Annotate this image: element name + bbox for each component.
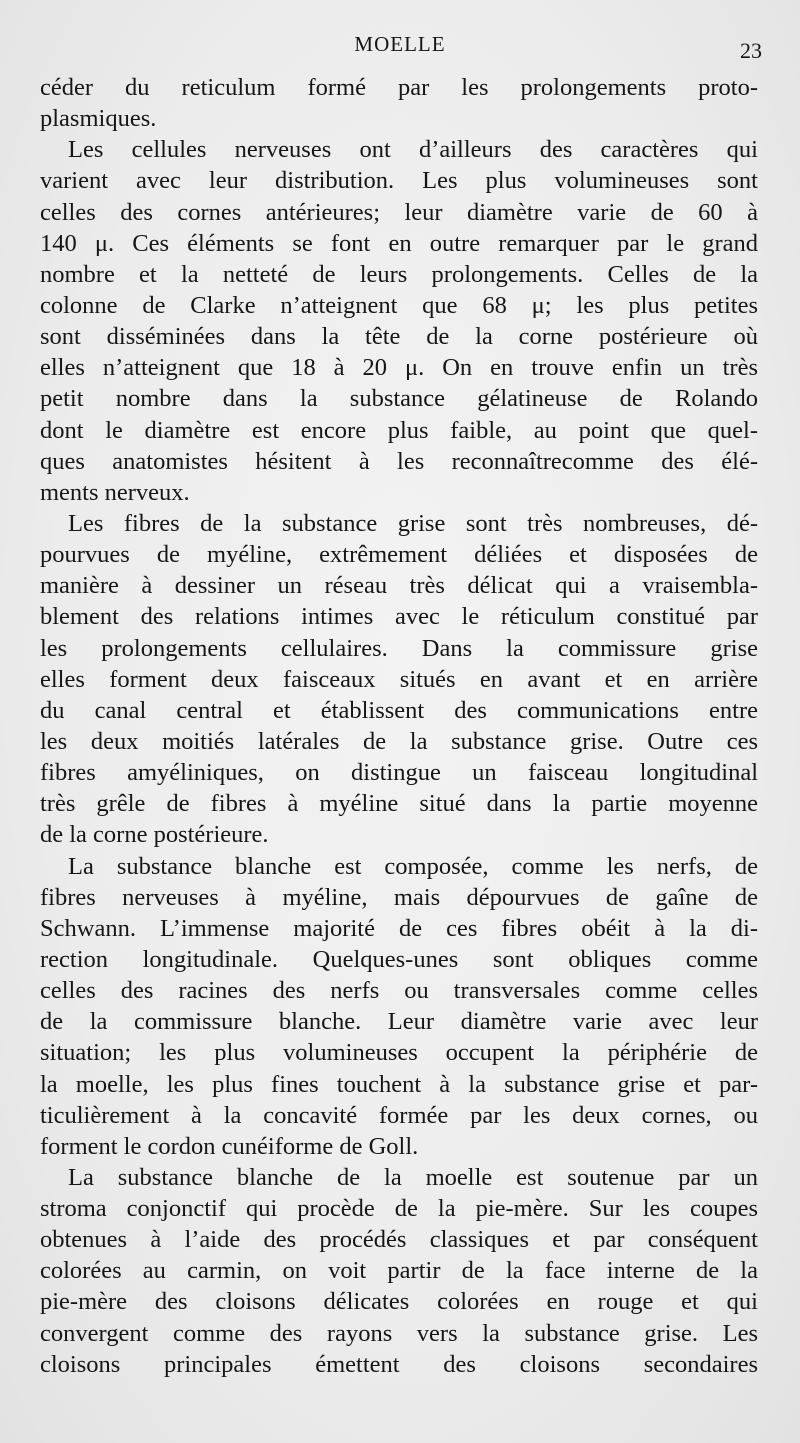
- text-line: obtenues à l’aide des procédés classiques et par conséquent: [40, 1226, 758, 1254]
- text-line: elles n’atteignent que 18 à 20 μ. On en trouve enfin un très: [40, 354, 758, 382]
- text-line: céder du reticulum formé par les prolongements proto-: [40, 74, 758, 101]
- text-line: les deux moitiés latérales de la substance grise. Outre ces: [40, 727, 758, 755]
- text-line: stroma conjonctif qui procède de la pie-mère. Sur les coupes: [40, 1195, 758, 1223]
- text-line: La substance blanche de la moelle est soutenue par un: [68, 1163, 758, 1191]
- text-line: blement des relations intimes avec le réticulum constitué par: [40, 603, 758, 631]
- text-line: pourvues de myéline, extrêmement déliées et disposées de: [40, 541, 758, 569]
- page-number: 23: [740, 38, 762, 63]
- text-line: petit nombre dans la substance gélatineuse de Rolando: [40, 385, 758, 413]
- paragraph: [40, 134, 758, 508]
- text-line: rection longitudinale. Quelques-unes sont obliques comme: [40, 945, 758, 973]
- text-line: situation; les plus volumineuses occupent la périphérie de: [40, 1039, 758, 1067]
- text-line: ments nerveux.: [40, 478, 190, 506]
- text-line: pie-mère des cloisons délicates colorées en rouge et qui: [40, 1288, 758, 1316]
- text-line: les prolongements cellulaires. Dans la commissure grise: [40, 634, 758, 662]
- text-line: forment le cordon cunéiforme de Goll.: [40, 1132, 419, 1160]
- text-line: la moelle, les plus fines touchent à la substance grise et par-: [40, 1070, 758, 1098]
- text-line: de la commissure blanche. Leur diamètre varie avec leur: [40, 1008, 758, 1036]
- text-line: plasmiques.: [40, 105, 157, 133]
- page-header: [0, 32, 800, 62]
- paragraph: [40, 72, 758, 134]
- text-line: varient avec leur distribution. Les plus volumineuses sont: [40, 167, 758, 195]
- text-line: 140 μ. Ces éléments se font en outre remarquer par le grand: [40, 229, 758, 257]
- text-line: convergent comme des rayons vers la substance grise. Les: [40, 1319, 758, 1347]
- text-line: du canal central et établissent des communications entre: [40, 696, 758, 724]
- text-line: colonne de Clarke n’atteignent que 68 μ; les plus petites: [40, 291, 758, 319]
- text-line: sont disséminées dans la tête de la corne postérieure où: [40, 323, 758, 351]
- running-title: MOELLE: [354, 32, 446, 56]
- text-line: manière à dessiner un réseau très délicat qui a vraisembla-: [40, 572, 758, 600]
- text-line: Les fibres de la substance grise sont très nombreuses, dé-: [68, 509, 758, 537]
- text-line: cloisons principales émettent des cloisons secondaires: [40, 1350, 758, 1378]
- text-line: celles des racines des nerfs ou transversales comme celles: [40, 977, 758, 1005]
- text-line: fibres nerveuses à myéline, mais dépourvues de gaîne de: [40, 883, 758, 911]
- text-line: colorées au carmin, on voit partir de la face interne de la: [40, 1257, 758, 1285]
- text-line: très grêle de fibres à myéline situé dans la partie moyenne: [40, 790, 758, 818]
- text-line: dont le diamètre est encore plus faible, au point que quel-: [40, 416, 758, 444]
- body-text: [40, 72, 758, 1380]
- text-line: elles forment deux faisceaux situés en avant et en arrière: [40, 665, 758, 693]
- text-line: de la corne postérieure.: [40, 821, 269, 849]
- paragraph: [40, 508, 758, 851]
- text-line: celles des cornes antérieures; leur diamètre varie de 60 à: [40, 198, 758, 226]
- text-line: ques anatomistes hésitent à les reconnaîtrecomme des élé-: [40, 447, 758, 475]
- text-line: fibres amyéliniques, on distingue un faisceau longitudinal: [40, 759, 758, 787]
- text-line: Schwann. L’immense majorité de ces fibres obéit à la di-: [40, 914, 758, 942]
- paragraph: [40, 1162, 758, 1380]
- text-line: La substance blanche est composée, comme les nerfs, de: [68, 852, 758, 880]
- text-line: nombre et la netteté de leurs prolongements. Celles de la: [40, 260, 758, 288]
- text-line: ticulièrement à la concavité formée par les deux cornes, ou: [40, 1101, 758, 1129]
- text-line: Les cellules nerveuses ont d’ailleurs des caractères qui: [68, 136, 758, 164]
- paragraph: [40, 851, 758, 1162]
